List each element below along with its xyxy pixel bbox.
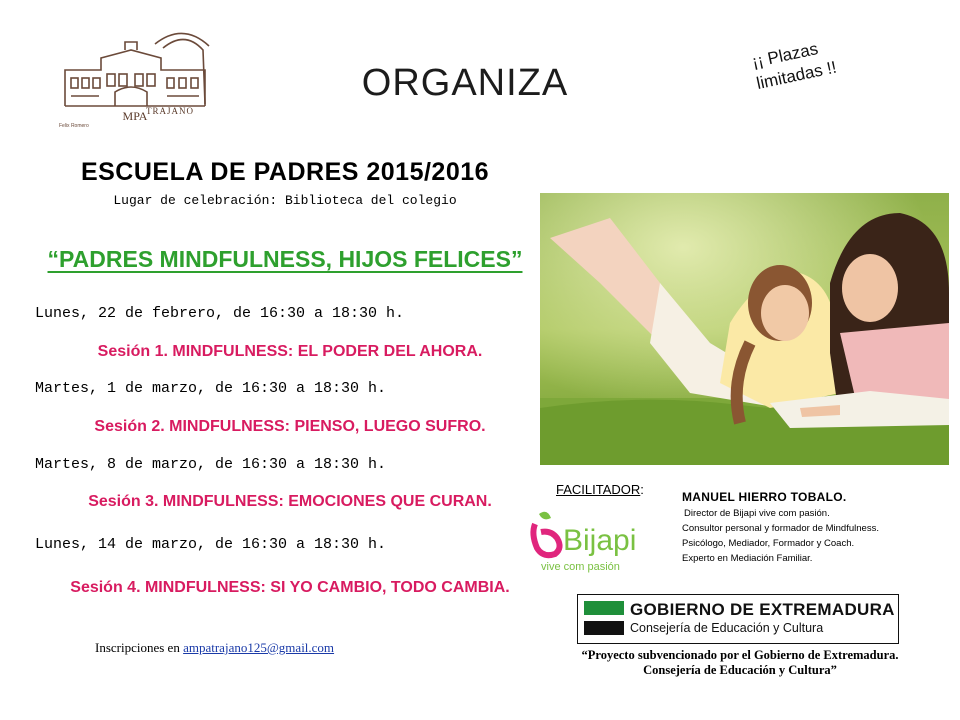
facilitador-bio-line: Director de Bijapi vive com pasión. (684, 508, 830, 519)
organiza-heading: ORGANIZA (361, 62, 569, 104)
session-1-date: Lunes, 22 de febrero, de 16:30 a 18:30 h. (35, 305, 405, 322)
bijapi-tagline: vive com pasión (541, 561, 620, 573)
mother-daughter-photo (540, 193, 949, 465)
facilitador-name: MANUEL HIERRO TOBALO. (682, 490, 847, 504)
gobierno-extremadura-logo (577, 594, 899, 644)
session-3-title: Sesión 3. MINDFULNESS: EMOCIONES QUE CURAN. (88, 493, 492, 510)
session-4-date: Lunes, 14 de marzo, de 16:30 a 18:30 h. (35, 536, 387, 553)
inscripciones (95, 640, 334, 656)
proyecto-subvencionado: “Proyecto subvencionado por el Gobierno de Extremadura. Consejería de Educación y Cultura” (581, 648, 899, 677)
facilitador-label-text: FACILITADOR (556, 482, 641, 497)
logo-name: TRAJANO (145, 106, 194, 116)
facilitador-bio-line: Consultor personal y formador de Mindfulness. (682, 523, 879, 534)
facilitador-bio-line: Experto en Mediación Familiar. (682, 553, 813, 564)
session-4-title: Sesión 4. MINDFULNESS: SI YO CAMBIO, TODO CAMBIA. (70, 579, 510, 596)
inscripciones-label: Inscripciones en (95, 640, 180, 655)
plazas-limitadas-note: ¡¡ Plazas limitadas !! (750, 39, 839, 94)
gobierno-name: GOBIERNO DE EXTREMADURA (630, 600, 895, 619)
session-3-date: Martes, 8 de marzo, de 16:30 a 18:30 h. (35, 456, 387, 473)
facilitador-bio (682, 506, 879, 566)
escuela-title: ESCUELA DE PADRES 2015/2016 (80, 158, 490, 186)
facilitador-bio-line: Psicólogo, Mediador, Formador y Coach. (682, 538, 855, 549)
flag-black-stripe (584, 621, 624, 635)
session-2-date: Martes, 1 de marzo, de 16:30 a 18:30 h. (35, 380, 387, 397)
lugar-celebracion: Lugar de celebración: Biblioteca del colegio (113, 193, 457, 208)
logo-tagline: Felix Romero (59, 123, 89, 129)
bijapi-brand: Bijapi (563, 524, 637, 557)
main-title (30, 246, 540, 273)
facilitador-label: FACILITADOR: (556, 482, 644, 497)
gobierno-consejeria: Consejería de Educación y Cultura (630, 621, 824, 635)
main-title-text: “PADRES MINDFULNESS, HIJOS FELICES” (47, 246, 523, 272)
session-2-title: Sesión 2. MINDFULNESS: PIENSO, LUEGO SUFRO. (94, 418, 486, 435)
inscripciones-email-link[interactable]: ampatrajano125@gmail.com (183, 640, 335, 655)
ampa-trajano-logo (55, 28, 215, 132)
flag-green-stripe (584, 601, 624, 615)
logo-prefix: MPA (122, 109, 148, 123)
session-1-title: Sesión 1. MINDFULNESS: EL PODER DEL AHORA. (97, 343, 483, 360)
bijapi-logo (527, 508, 647, 578)
